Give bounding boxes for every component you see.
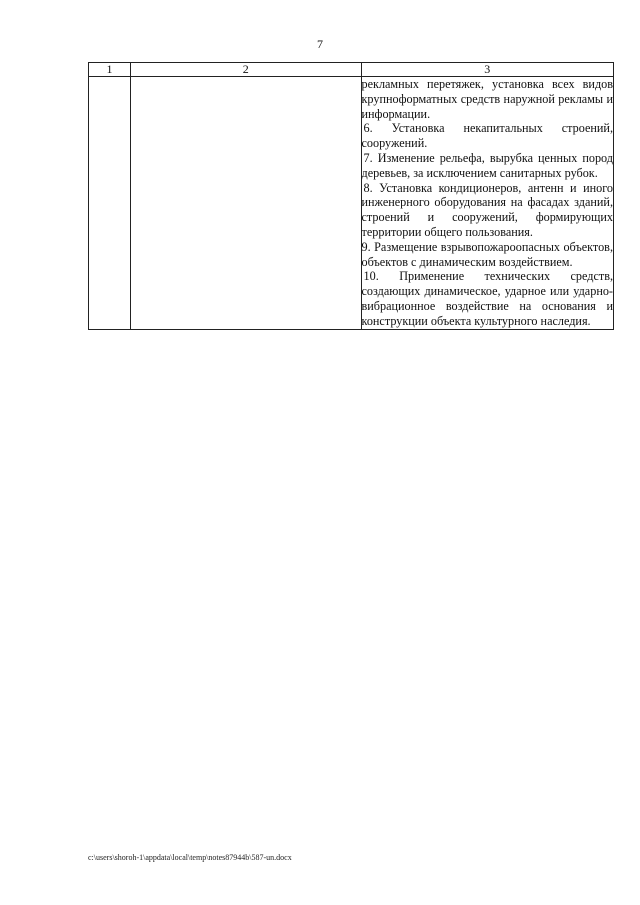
paragraph-item-10: 10. Применение технических средств, создающих динамическое, ударное или ударно-вибрационное воздействие на основания и конструкции объекта культурного наследия. <box>361 269 613 328</box>
paragraph-continuation: рекламных перетяжек, установка всех видов крупноформатных средств наружной рекламы и информации. <box>361 77 613 121</box>
cell-col-3 <box>361 77 613 330</box>
table-header-row <box>89 63 614 77</box>
header-cell-3: 3 <box>361 63 613 77</box>
paragraph-item-7: 7. Изменение рельефа, вырубка ценных пород деревьев, за исключением санитарных рубок. <box>361 150 613 180</box>
document-table <box>88 62 614 330</box>
paragraph-item-9: 9. Размещение взрывопожароопасных объектов, объектов с динамическим воздействием. <box>361 239 613 269</box>
paragraph-item-6: 6. Установка некапитальных строений, сооружений. <box>361 121 613 151</box>
header-cell-1: 1 <box>89 63 131 77</box>
header-cell-2: 2 <box>131 63 361 77</box>
paragraph-item-8: 8. Установка кондиционеров, антенн и иного инженерного оборудования на фасадах зданий, строений и сооружений, формирующих территории общего пользования. <box>361 180 613 239</box>
cell-col-2 <box>131 77 361 330</box>
cell-col-1 <box>89 77 131 330</box>
footer-file-path: c:\users\shoroh-1\appdata\local\temp\notes87944b\587-un.docx <box>88 853 292 862</box>
page-number: 7 <box>317 37 323 51</box>
table-row <box>89 77 614 330</box>
